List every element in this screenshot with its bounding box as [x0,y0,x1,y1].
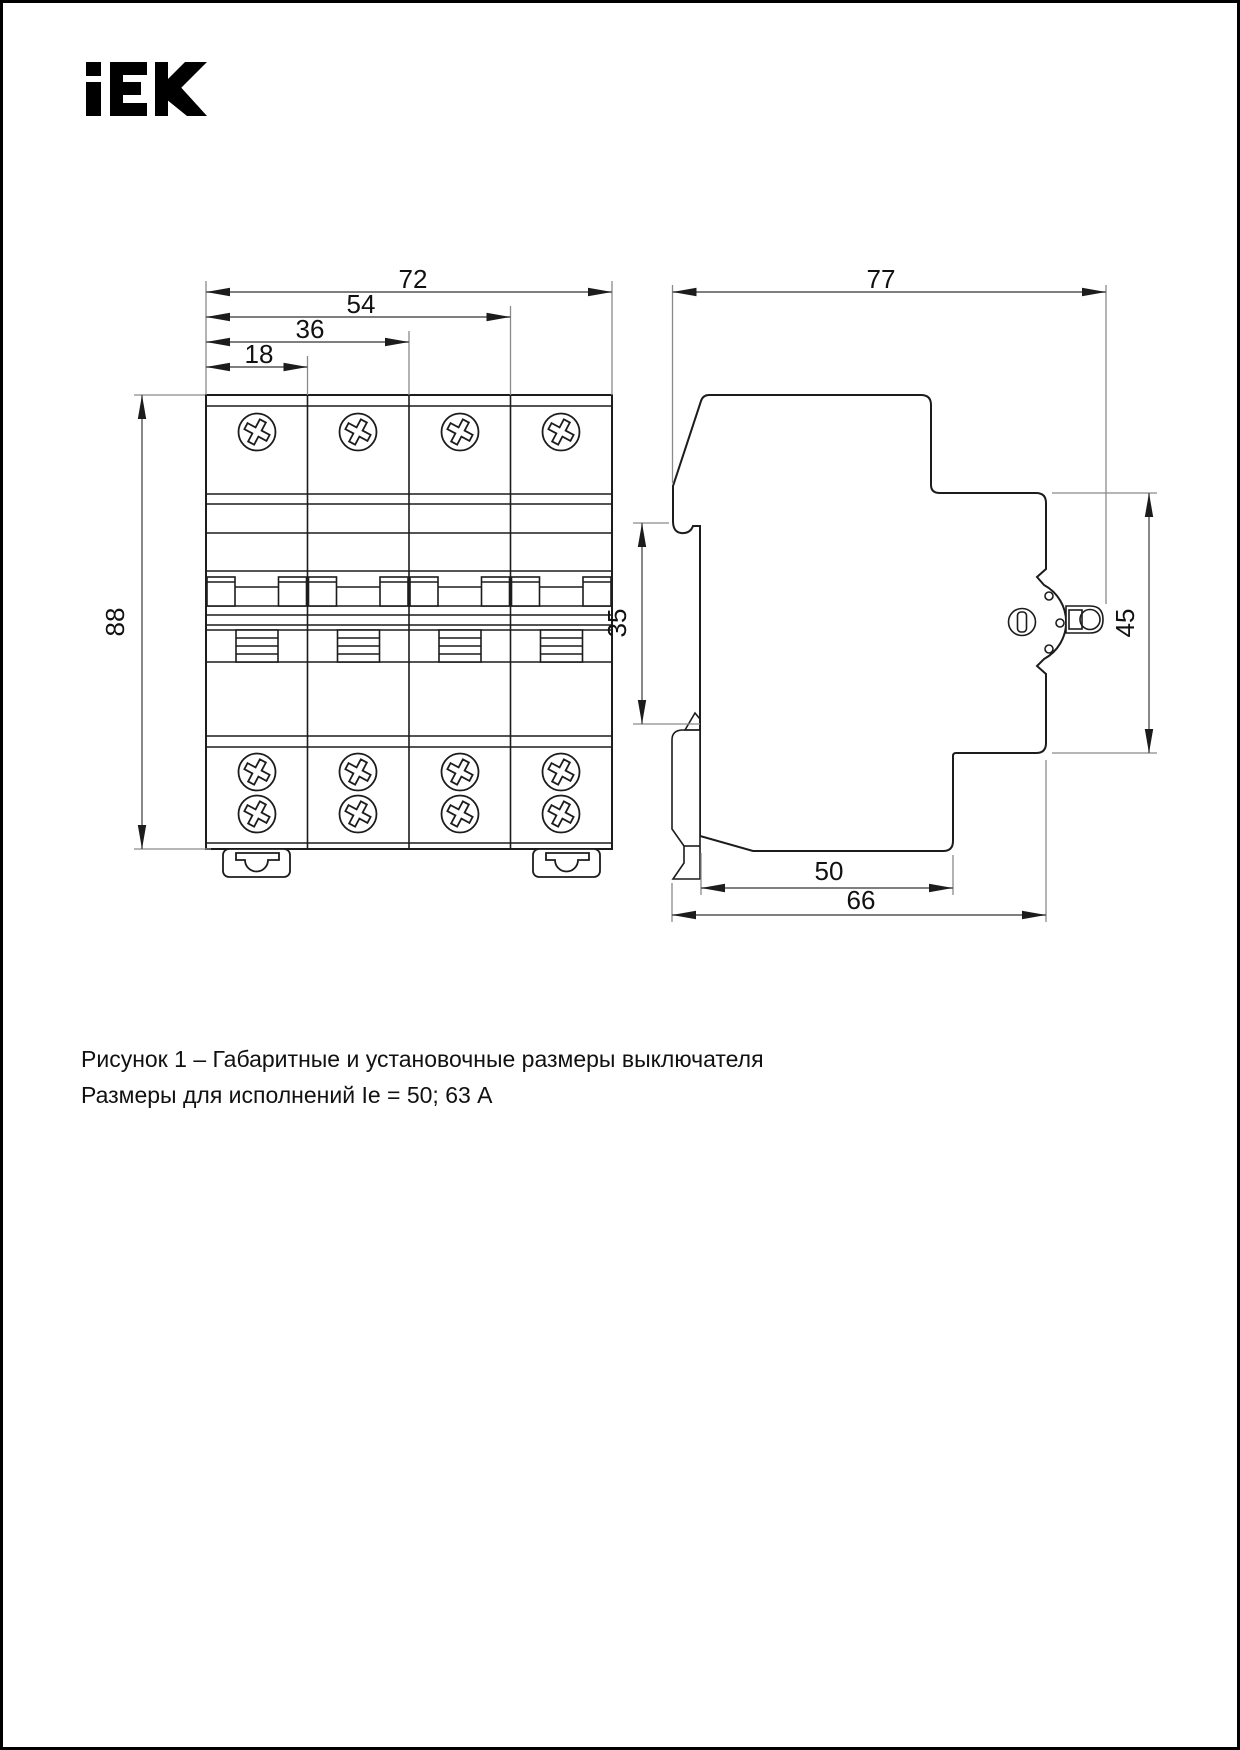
din-clip-icon [223,849,290,877]
front-view [206,395,612,877]
dim-label-36: 36 [295,314,325,344]
dim-label-50: 50 [814,856,844,886]
dim-label-35: 35 [602,608,632,638]
screw-icon [442,414,479,451]
dim-label-88: 88 [100,607,130,637]
dimension-lines [642,292,1149,915]
figure-caption-line2: Размеры для исполнений Ie = 50; 63 А [81,1082,493,1108]
side-profile [673,395,1066,851]
screw-icon [543,414,580,451]
screw-icon [340,414,377,451]
dim-label-66: 66 [846,885,876,915]
din-clips-front [223,849,600,877]
din-clip-side [672,713,700,879]
screw-icon [239,414,276,451]
pole-dividers [308,395,511,849]
dim-label-45: 45 [1110,608,1140,638]
dim-label-18: 18 [244,339,274,369]
figure-caption-line1: Рисунок 1 – Габаритные и установочные размеры выключателя [81,1046,764,1072]
dim-label-72: 72 [398,264,428,294]
figure-caption [81,1041,764,1113]
technical-drawing [3,3,1240,1013]
extension-lines [633,285,1157,922]
din-latch-mechanism [1009,592,1104,653]
dim-label-54: 54 [346,289,376,319]
din-clip-icon [533,849,600,877]
dim-label-77: 77 [866,264,896,294]
side-view [672,395,1103,879]
